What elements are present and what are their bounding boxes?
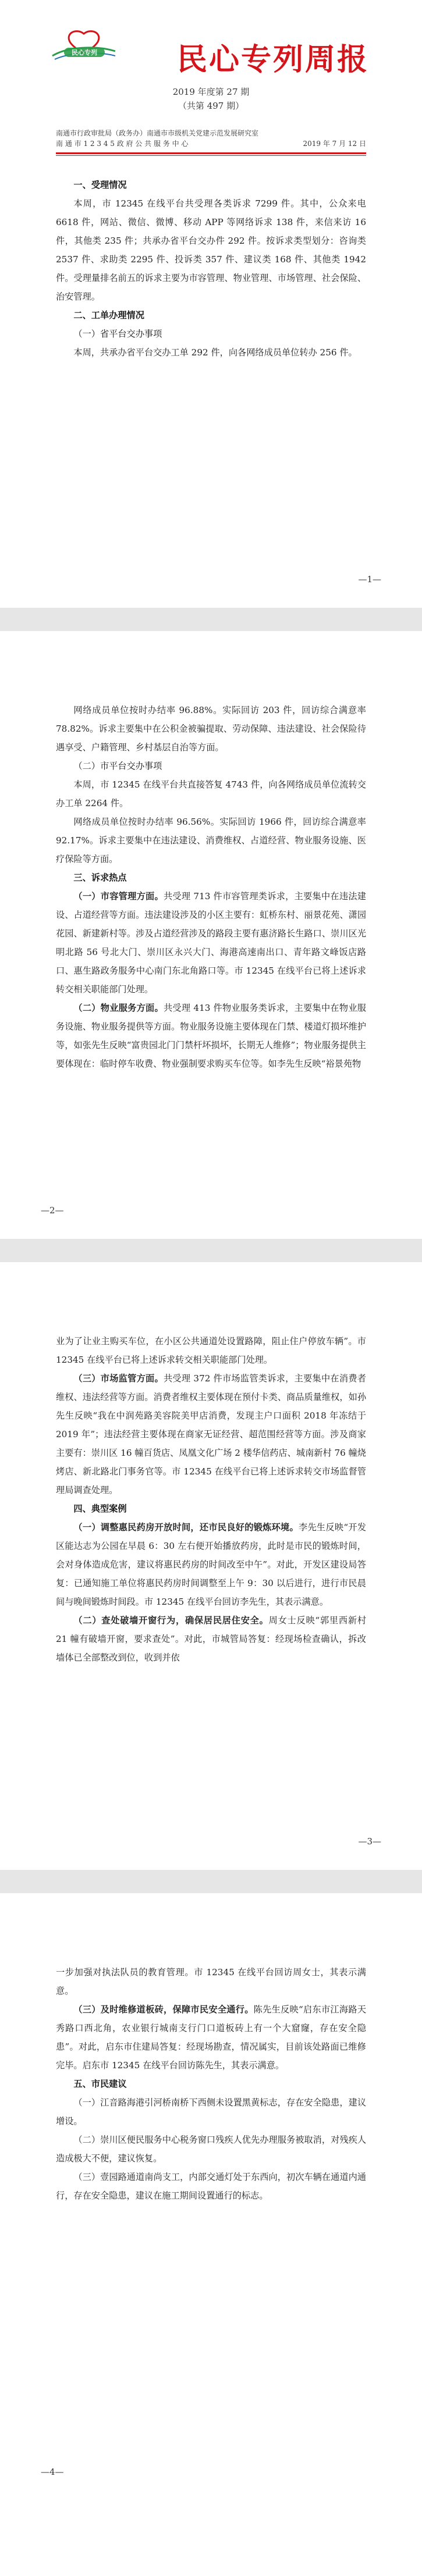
issue-info <box>56 85 366 113</box>
suggestion-3: （三）壹园路通道南尚支工，内部交通灯处于东西向，初次车辆在通道内通行，存在安全隐患，建议在施工期间设置通行的标志。 <box>56 2172 366 2201</box>
paragraph-continued: 一步加强对执法队员的教育管理。市 12345 在线平台回访周女士，其表示满意。 <box>56 1967 366 1996</box>
page3-content <box>56 1332 366 1667</box>
case-text-3: 陈先生反映“启东市江海路天秀路口西北角，农业银行城南支行门口道板砖上有一个大窟窿，存在安全隐患”。对此，启东市住建局答复：经现场勘查，情况属实，目前该处路面已维修完毕。启东市 12345 在线平台回访陈先生，其表示满意。 <box>56 2004 367 2071</box>
sponsor-center: 南 通 市 1 2 3 4 5 政 府 公 共 服 务 中 心 <box>56 140 189 148</box>
issue-number: 2019 年度第 27 期 <box>172 87 250 97</box>
issue-total: （共第 497 期） <box>178 101 244 111</box>
document-page-3 <box>0 1262 422 1870</box>
page1-content <box>56 176 366 362</box>
publish-date: 2019 年 7 月 12 日 <box>303 140 366 148</box>
newsletter-title: 民心专列周报 <box>177 42 370 77</box>
sponsor-line-2 <box>56 138 366 149</box>
paragraph: 本周，市 12345 在线平台共直接答复 4743 件，向各网络成员单位流转交办工单 2264 件。 <box>56 779 366 808</box>
paragraph: 网络成员单位按时办结率 96.56%。实际回访 1966 件，回访综合满意率 92.17%。诉求主要集中在违法建设、消费维权、占道经营、物业服务设施、医疗保险等方面。 <box>56 817 366 864</box>
document-page-4 <box>0 1893 422 2576</box>
section-title-cases: 四、典型案例 <box>73 1503 127 1514</box>
section-title-hotspots: 三、诉求热点 <box>73 872 127 883</box>
document-page-1 <box>0 0 422 608</box>
svg-text:民心专列: 民心专列 <box>72 49 97 56</box>
page-number: —4— <box>41 2467 64 2477</box>
subsection-title-city: （二）市平台交办事项 <box>73 761 162 771</box>
subsection-title-province: （一）省平台交办事项 <box>73 329 162 339</box>
paragraph: 本周，市 12345 在线平台共受理各类诉求 7299 件。其中，公众来电 6618 件，网站、微信、微博、移动 APP 等网络诉求 138 件，来信来访 16 件，其他类 235 件；共承办省平台交办件 292 件。按诉求类型划分：咨询类 2537 件、求助类 2295 件、投诉类 357 件、建议类 168 件、其他类 1942 件。受理量排名前五的诉求主要为市容管理、物业管理、市场管理、社会保险、治安管理。 <box>56 198 366 302</box>
page-number: —2— <box>41 1205 64 1216</box>
document-page-2 <box>0 631 422 1239</box>
section-title-suggestions: 五、市民建议 <box>73 2079 127 2089</box>
paragraph-case-1 <box>56 1518 366 1611</box>
hotspot-heading-property: （二）物业服务方面。 <box>73 1003 164 1013</box>
header-rule-thick <box>56 152 366 154</box>
hotspot-text-cityscape: 共受理 713 件市容管理类诉求，主要集中在违法建设、占道经营等方面。违法建设涉及的小区主要有：虹桥东村、丽景花苑、潇园花园、新建新村等。涉及占道经营涉及的路段主要有惠济路长生路口、崇川区光明北路 56 号北大门、崇川区永兴大门、海港高速南出口、青年路文峰饭店路口、惠生路政务服务中心南门东北角路口等。市 12345 在线平台已将上述诉求转交相关职能部门处理。 <box>56 891 366 995</box>
paragraph-property <box>56 999 366 1073</box>
case-text-1: 李先生反映“开发区能达志为公园在早晨 6：30 左右便开始播放药房，此时是市民的锻炼时间，会对身体造成危害，建议将惠民药房的时间改至中午”。对此，开发区建设局答复：已通知施工单位将惠民药房时间调整至上午 9：30 以后进行，进行市民晨间与晚间锻炼时间段。市 12345 在线平台回访李先生，其表示满意。 <box>56 1522 367 1607</box>
page-number: —1— <box>358 574 381 585</box>
masthead <box>38 0 384 77</box>
page4-content <box>56 1963 366 2205</box>
hotspot-heading-cityscape: （一）市容管理方面。 <box>73 891 164 902</box>
section-title-acceptance: 一、受理情况 <box>73 180 127 190</box>
hotspot-text-market: 共受理 372 件市场监管类诉求，主要集中在消费者维权、违法经营等方面。消费者维权主要体现在预付卡类、商品质量维权，如孙先生反映“我在中润苑路美容院美甲店消费，发现主户口面积 2018 年冻结于 2019 年”；违法经营主要体现在商家无证经营、超范围经营等方面。涉及商家主要有：崇川区 16 幢百货店、凤凰文化广场 2 楼华信药店、城南新村 76 幢烧烤店、新北路北门事务官等。市 12345 在线平台已将上述诉求转交市场监督管理局调查处理。 <box>56 1373 366 1495</box>
paragraph-market <box>56 1369 366 1499</box>
case-heading-1: （一）调整惠民药房开放时间，还市民良好的锻炼环境。 <box>73 1522 299 1533</box>
case-heading-2: （二）查处破墙开窗行为，确保居民居住安全。 <box>73 1615 269 1626</box>
suggestion-1: （一）江音路海港引河桥南桥下西侧未设置黑黄标志，存在安全隐患，建议增设。 <box>56 2097 366 2126</box>
page-number: —3— <box>358 1836 381 1847</box>
hotspot-heading-market: （三）市场监管方面。 <box>73 1373 164 1384</box>
sponsor-line-1: 南通市行政审批局（政务办）南通市市级机关党建示范发展研究室 <box>56 129 259 137</box>
paragraph: 本周，共承办省平台交办工单 292 件，向各网络成员单位转办 256 件。 <box>73 347 357 358</box>
paragraph-continued: 业为了让业主购买车位，在小区公共通道处设置路障，阻止住户停放车辆”。市 12345 在线平台已将上述诉求转交相关职能部门处理。 <box>56 1336 366 1365</box>
hotspot-text-property: 共受理 413 件物业服务类诉求，主要集中在物业服务设施、物业服务提供等方面。物业服务设施主要体现在门禁、楼道灯损坏维护等，如张先生反映“富贵园北门门禁杆坏损坏，长期无人维修”；物业服务提供主要体现在：临时停车收费、物业强制要求购买车位等。如李先生反映“裕景苑物 <box>56 1003 366 1069</box>
paragraph: 网络成员单位按时办结率 96.88%。实际回访 203 件，回访综合满意率 78.82%。诉求主要集中在公积金被骗提取、劳动保障、违法建设、社会保险待遇享受、户籍管理、乡村基层自治等方面。 <box>56 705 366 753</box>
case-heading-3: （三）及时维修道板砖，保障市民安全通行。 <box>73 2004 254 2015</box>
sponsor-block <box>56 128 366 156</box>
suggestion-2: （二）崇川区便民服务中心税务窗口残疾人优先办理服务被取消，对残疾人造成极大不便，建议恢复。 <box>56 2135 366 2164</box>
page2-content <box>56 701 366 1073</box>
paragraph-cityscape <box>56 887 366 999</box>
minxin-train-logo-icon <box>50 30 118 63</box>
paragraph-case-2 <box>56 1611 366 1667</box>
case-text-2: 周女士反映“郭里西新村 21 幢有破墙开窗，要求查处”。对此，市城管局答复：经现场检查确认，拆改墙体已全部整改到位，收到并依 <box>56 1615 367 1663</box>
header-rule-thin <box>56 155 366 156</box>
paragraph-case-3 <box>56 2000 366 2075</box>
section-title-processing: 二、工单办理情况 <box>73 310 144 320</box>
